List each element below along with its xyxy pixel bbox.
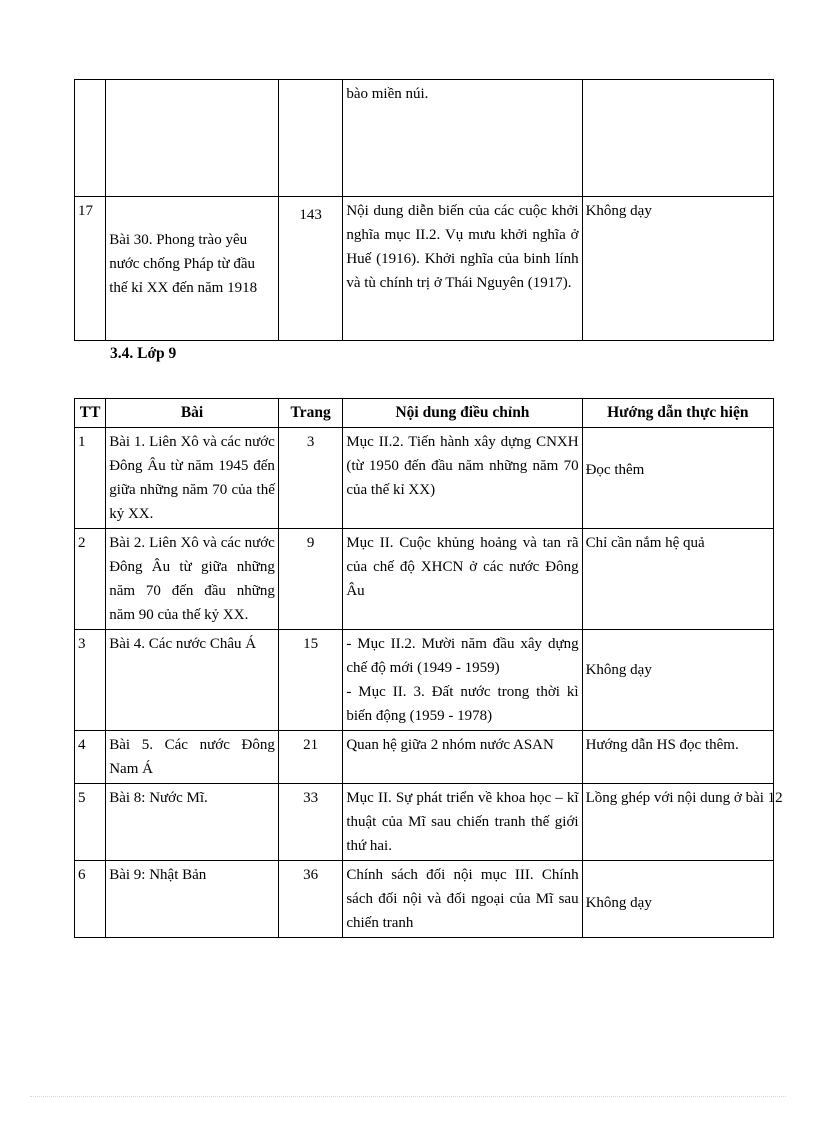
cell-bai: Bài 1. Liên Xô và các nước Đông Âu từ năm 1945 đến giữa những năm 70 của thế kỷ XX. bbox=[106, 428, 279, 529]
table-header-row bbox=[75, 399, 774, 428]
cell-tt: 1 bbox=[75, 428, 106, 529]
continued-table bbox=[74, 79, 774, 341]
cell-bai: Bài 5. Các nước Đông Nam Á bbox=[106, 731, 279, 784]
header-noi-dung: Nội dung điều chỉnh bbox=[343, 399, 582, 428]
cell-noi-dung: Nội dung diễn biến của các cuộc khởi nghĩa mục II.2. Vụ mưu khởi nghĩa ở Huế (1916). Khởi nghĩa của binh lính và tù chính trị ở Thái Nguyên (1917). bbox=[343, 197, 582, 341]
cell-trang: 3 bbox=[278, 428, 342, 529]
cell-bai bbox=[106, 80, 279, 197]
cell-bai: Bài 2. Liên Xô và các nước Đông Âu từ giữa những năm 70 đến đầu những năm 90 của thế kỷ XX. bbox=[106, 529, 279, 630]
cell-bai: Bài 30. Phong trào yêu nước chống Pháp từ đầu thế kỉ XX đến năm 1918 bbox=[106, 197, 279, 341]
cell-trang bbox=[278, 80, 342, 197]
cell-trang: 33 bbox=[278, 784, 342, 861]
noi-dung-line: - Mục II. 3. Đất nước trong thời kì biến động (1959 - 1978) bbox=[346, 684, 579, 724]
cell-bai: Bài 4. Các nước Châu Á bbox=[106, 630, 279, 731]
cell-huong-dan: Không dạy bbox=[582, 197, 773, 341]
cell-huong-dan: Đọc thêm bbox=[582, 428, 773, 529]
header-tt: TT bbox=[75, 399, 106, 428]
section-title: 3.4. Lớp 9 bbox=[110, 345, 177, 362]
cell-tt: 3 bbox=[75, 630, 106, 731]
cell-noi-dung: Mục II.2. Tiến hành xây dựng CNXH (từ 1950 đến đầu năm những năm 70 của thế kỉ XX) bbox=[343, 428, 582, 529]
cell-huong-dan: Không dạy bbox=[582, 861, 773, 938]
cell-noi-dung bbox=[343, 630, 582, 731]
noi-dung-line: - Mục II.2. Mười năm đầu xây dựng chế độ mới (1949 - 1959) bbox=[346, 636, 579, 676]
header-bai: Bài bbox=[106, 399, 279, 428]
adjustment-table bbox=[74, 398, 783, 938]
cell-trang: 21 bbox=[278, 731, 342, 784]
cell-huong-dan: Chỉ cần nắm hệ quả bbox=[582, 529, 773, 630]
cell-noi-dung: Quan hệ giữa 2 nhóm nước ASAN bbox=[343, 731, 582, 784]
cell-huong-dan bbox=[582, 80, 773, 197]
page-divider bbox=[30, 1096, 786, 1097]
table-row bbox=[75, 731, 774, 784]
cell-tt: 2 bbox=[75, 529, 106, 630]
table-row bbox=[75, 861, 774, 938]
cell-noi-dung: Mục II. Sự phát triển về khoa học – kĩ thuật của Mĩ sau chiến tranh thế giới thứ hai. bbox=[343, 784, 582, 861]
cell-huong-dan: Lồng ghép với nội dung ở bài 12 bbox=[582, 784, 773, 861]
cell-noi-dung: Chính sách đối nội mục III. Chính sách đối nội và đối ngoại của Mĩ sau chiến tranh bbox=[343, 861, 582, 938]
cell-trang: 143 bbox=[278, 197, 342, 341]
table-row bbox=[75, 428, 774, 529]
cell-huong-dan: Hướng dẫn HS đọc thêm. bbox=[582, 731, 773, 784]
cell-bai: Bài 8: Nước Mĩ. bbox=[106, 784, 279, 861]
cell-tt bbox=[75, 80, 106, 197]
cell-tt: 6 bbox=[75, 861, 106, 938]
header-huong-dan: Hướng dẫn thực hiện bbox=[582, 399, 773, 428]
cell-huong-dan: Không dạy bbox=[582, 630, 773, 731]
table-row bbox=[75, 630, 774, 731]
header-trang: Trang bbox=[278, 399, 342, 428]
cell-bai: Bài 9: Nhật Bản bbox=[106, 861, 279, 938]
cell-tt: 5 bbox=[75, 784, 106, 861]
cell-noi-dung: bào miền núi. bbox=[343, 80, 582, 197]
cell-tt: 17 bbox=[75, 197, 106, 341]
cell-trang: 9 bbox=[278, 529, 342, 630]
cell-trang: 36 bbox=[278, 861, 342, 938]
cell-noi-dung: Mục II. Cuộc khủng hoảng và tan rã của chế độ XHCN ở các nước Đông Âu bbox=[343, 529, 582, 630]
table-row bbox=[75, 529, 774, 630]
table-row bbox=[75, 80, 774, 197]
table-row bbox=[75, 784, 774, 861]
cell-trang: 15 bbox=[278, 630, 342, 731]
table-row bbox=[75, 197, 774, 341]
cell-tt: 4 bbox=[75, 731, 106, 784]
